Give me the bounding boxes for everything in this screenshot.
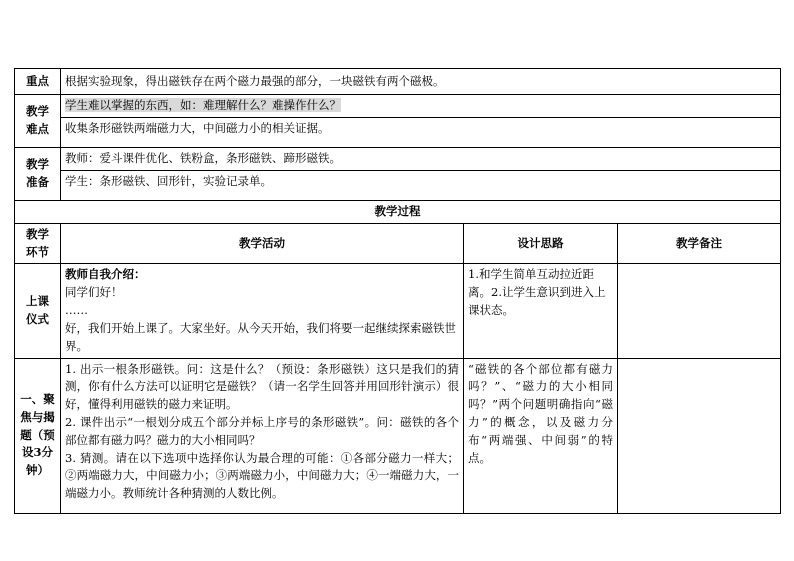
- step-row-opening: [15, 264, 781, 358]
- step-stage-focus: 一、聚 焦与揭 题（预 设3分 钟）: [15, 358, 61, 513]
- difficulty-line-2: 收集条形磁铁两端磁力大，中间磁力小的相关证据。: [61, 117, 780, 140]
- step-activity-focus: [61, 358, 464, 513]
- key-point-row: [15, 69, 781, 95]
- step-design-focus: “磁铁的各个部位都有磁力吗？”、“磁力的大小相同吗？”两个问题明确指向“磁力”的概念，以及磁力分布“两端强、中间弱”的特点。: [464, 358, 618, 513]
- step-activity-opening: [61, 264, 464, 358]
- step-row-focus: [15, 358, 781, 513]
- process-title-row: [15, 201, 781, 224]
- activity-line: 教师自我介绍：: [65, 267, 146, 282]
- key-point-content: 根据实验现象，得出磁铁存在两个磁力最强的部分，一块磁铁有两个磁极。: [61, 69, 781, 95]
- activity-line: ……: [65, 303, 88, 318]
- design-header: 设计思路: [464, 223, 618, 264]
- difficulty-label: 教学 难点: [15, 95, 61, 148]
- preparation-label: 教学 准备: [15, 148, 61, 201]
- preparation-student: 学生：条形磁铁、回形针，实验记录单。: [61, 170, 780, 193]
- difficulty-content: [61, 95, 781, 148]
- difficulty-question-text: 学生难以掌握的东西，如：难理解什么？难操作什么？: [65, 98, 341, 112]
- activity-line: 同学们好！: [65, 285, 123, 300]
- preparation-teacher: 教师：爱斗课件优化、铁粉盒，条形磁铁、蹄形磁铁。: [65, 151, 341, 165]
- lesson-plan-table: [14, 68, 781, 514]
- activity-line: 好，我们开始上课了。大家坐好。从今天开始，我们将要一起继续探索磁铁世界。: [65, 320, 456, 353]
- step-stage-opening: 上课 仪式: [15, 264, 61, 358]
- step-design-opening: 1.和学生简单互动拉近距离。2.让学生意识到进入上课状态。: [464, 264, 618, 358]
- stage-header: 教学 环节: [15, 223, 61, 264]
- difficulty-line-1: [61, 95, 780, 117]
- difficulty-row: [15, 95, 781, 148]
- activity-item: 3. 猜测。请在以下选项中选择你认为最合理的可能：①各部分磁力一样大；②两端磁力大，中间磁力小；③两端磁力小，中间磁力大；④一端磁力大，一端磁力小。教师统计各种猜测的人数比例。: [65, 450, 459, 501]
- activity-item: 1. 出示一根条形磁铁。问：这是什么？（预设：条形磁铁）这只是我们的猜测，你有什么方法可以证明它是磁铁？（请一名学生回答并用回形针演示）很好，懂得利用磁铁的磁力来证明。: [65, 361, 459, 412]
- activity-item: 2. 课件出示“一根划分成五个部分并标上序号的条形磁铁”。问：磁铁的各个部位都有磁力吗？磁力的大小相同吗？: [65, 414, 459, 447]
- process-header-row: [15, 223, 781, 264]
- step-notes-opening: [618, 264, 781, 358]
- step-notes-focus: [618, 358, 781, 513]
- key-point-label: 重点: [15, 69, 61, 95]
- preparation-content: [61, 148, 781, 201]
- notes-header: 教学备注: [618, 223, 781, 264]
- preparation-row: [15, 148, 781, 201]
- activity-header: 教学活动: [61, 223, 464, 264]
- process-title: 教学过程: [15, 201, 781, 224]
